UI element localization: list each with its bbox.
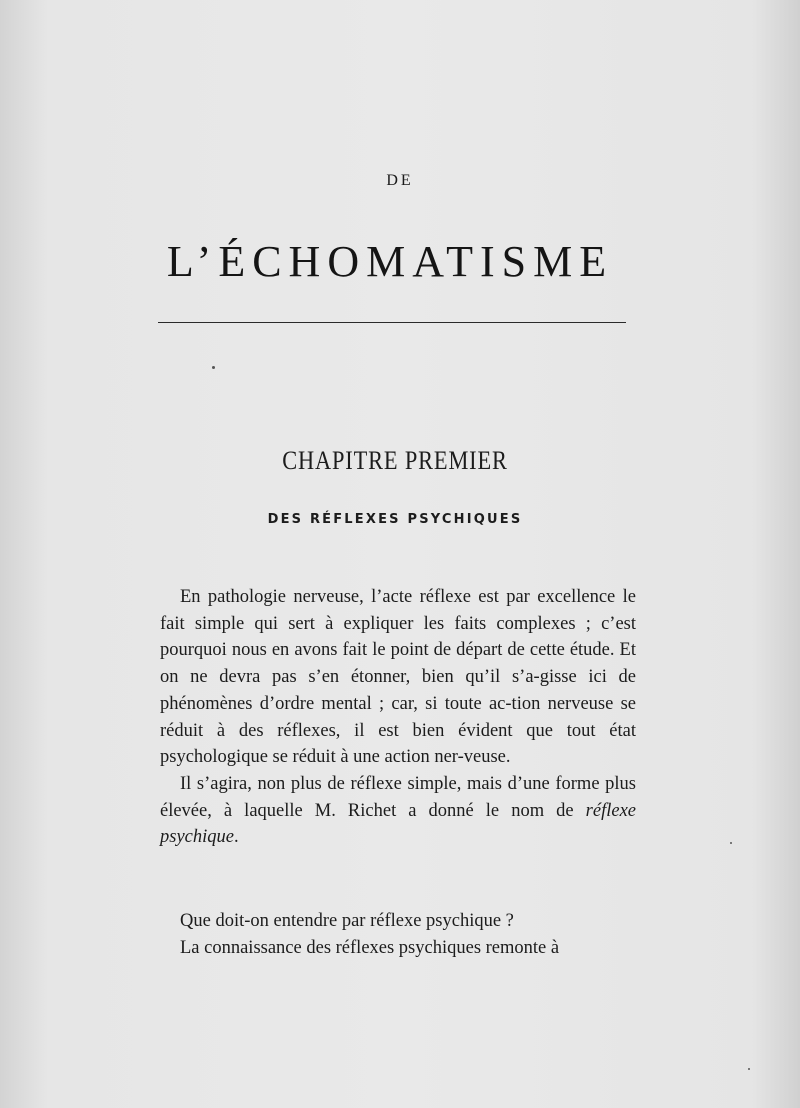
body-text-block-2 bbox=[160, 908, 636, 961]
paragraph-4: La connaissance des réflexes psychiques remonte à bbox=[180, 937, 560, 958]
chapter-heading: CHAPITRE PREMIER bbox=[282, 446, 508, 475]
book-title: L’ÉCHOMATISME bbox=[166, 237, 614, 286]
print-speck bbox=[212, 366, 215, 369]
section-heading: DES RÉFLEXES PSYCHIQUES bbox=[267, 512, 523, 527]
paragraph-2-end: . bbox=[233, 827, 239, 848]
paragraph-2-text: Il s’agira, non plus de réflexe simple, mais d’une forme plus élevée, à laquelle M. Richet a donné le nom de bbox=[160, 773, 636, 821]
title-rule bbox=[158, 322, 626, 323]
print-speck bbox=[730, 842, 732, 844]
paragraph-1: En pathologie nerveuse, l’acte réflexe est par excellence le fait simple qui sert à expliquer les faits complexes ; c’est pourquoi nous en avons fait le point de départ de cette étude. Et on ne devra pas s’en étonner, bien qu’il s’a-gisse ici de phénomènes d’ordre mental ; car, si toute ac-tion nerveuse se réduit à des réflexes, il est bien évident que tout état psychologique se réduit à une action ner-veuse. bbox=[160, 587, 636, 768]
print-speck bbox=[748, 1068, 750, 1070]
paragraph-2 bbox=[160, 771, 636, 851]
paragraph-2-italic-term: réflexe psychique bbox=[160, 800, 636, 848]
pre-title: DE bbox=[386, 172, 414, 189]
paragraph-3: Que doit-on entendre par réflexe psychique ? bbox=[180, 911, 514, 931]
body-text-block-1 bbox=[160, 584, 636, 851]
